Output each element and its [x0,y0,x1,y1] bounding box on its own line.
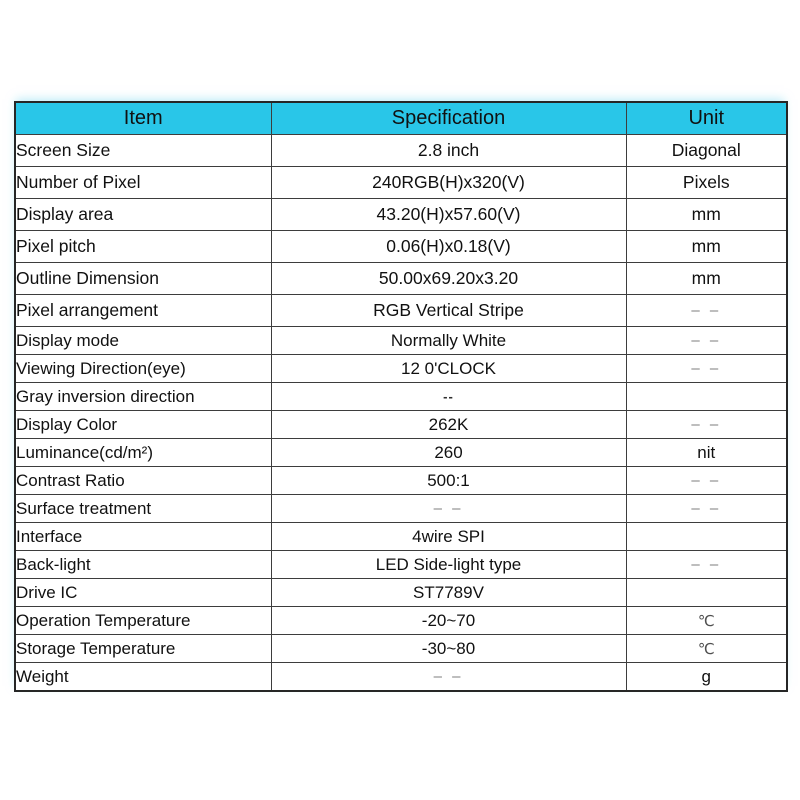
unit-cell [626,523,787,551]
spec-cell: – – [271,663,626,692]
unit-cell: Pixels [626,167,787,199]
table-row [15,411,787,439]
table-row [15,523,787,551]
item-cell: Drive IC [15,579,271,607]
item-cell: Contrast Ratio [15,467,271,495]
item-cell: Operation Temperature [15,607,271,635]
unit-cell: – – [626,411,787,439]
spec-table-container [14,101,786,692]
table-row [15,635,787,663]
spec-cell: 500:1 [271,467,626,495]
spec-cell: Normally White [271,327,626,355]
spec-cell: ST7789V [271,579,626,607]
unit-cell: – – [626,495,787,523]
unit-cell: ℃ [626,635,787,663]
unit-cell [626,579,787,607]
table-row [15,383,787,411]
spec-cell: 50.00x69.20x3.20 [271,263,626,295]
unit-cell: – – [626,327,787,355]
spec-cell: 262K [271,411,626,439]
spec-cell: 0.06(H)x0.18(V) [271,231,626,263]
item-cell: Weight [15,663,271,692]
table-row [15,167,787,199]
spec-cell: RGB Vertical Stripe [271,295,626,327]
spec-cell: -- [271,383,626,411]
table-row [15,231,787,263]
table-row [15,199,787,231]
spec-cell: -30~80 [271,635,626,663]
table-row [15,551,787,579]
table-row [15,467,787,495]
header-row [15,102,787,135]
table-row [15,295,787,327]
item-cell: Number of Pixel [15,167,271,199]
spec-cell: 260 [271,439,626,467]
item-cell: Display Color [15,411,271,439]
item-cell: Pixel pitch [15,231,271,263]
unit-cell: ℃ [626,607,787,635]
unit-cell: nit [626,439,787,467]
header-cell-unit: Unit [626,102,787,135]
unit-cell [626,383,787,411]
table-row [15,495,787,523]
spec-cell: LED Side-light type [271,551,626,579]
header-cell-item: Item [15,102,271,135]
header-cell-specification: Specification [271,102,626,135]
spec-cell: 43.20(H)x57.60(V) [271,199,626,231]
unit-cell: – – [626,551,787,579]
spec-table-header [15,102,787,135]
table-row [15,439,787,467]
table-row [15,355,787,383]
item-cell: Screen Size [15,135,271,167]
table-row [15,607,787,635]
spec-cell: – – [271,495,626,523]
unit-cell: Diagonal [626,135,787,167]
table-row [15,579,787,607]
table-row [15,263,787,295]
table-row [15,663,787,692]
table-row [15,135,787,167]
unit-cell: – – [626,295,787,327]
spec-cell: 4wire SPI [271,523,626,551]
item-cell: Back-light [15,551,271,579]
spec-table-body [15,135,787,692]
item-cell: Display mode [15,327,271,355]
item-cell: Storage Temperature [15,635,271,663]
spec-table [14,101,788,692]
spec-cell: 12 0'CLOCK [271,355,626,383]
item-cell: Gray inversion direction [15,383,271,411]
table-row [15,327,787,355]
unit-cell: mm [626,231,787,263]
item-cell: Surface treatment [15,495,271,523]
item-cell: Pixel arrangement [15,295,271,327]
unit-cell: mm [626,199,787,231]
item-cell: Luminance(cd/m²) [15,439,271,467]
unit-cell: mm [626,263,787,295]
unit-cell: g [626,663,787,692]
spec-cell: -20~70 [271,607,626,635]
item-cell: Viewing Direction(eye) [15,355,271,383]
spec-cell: 2.8 inch [271,135,626,167]
unit-cell: – – [626,467,787,495]
spec-cell: 240RGB(H)x320(V) [271,167,626,199]
unit-cell: – – [626,355,787,383]
item-cell: Interface [15,523,271,551]
item-cell: Outline Dimension [15,263,271,295]
item-cell: Display area [15,199,271,231]
